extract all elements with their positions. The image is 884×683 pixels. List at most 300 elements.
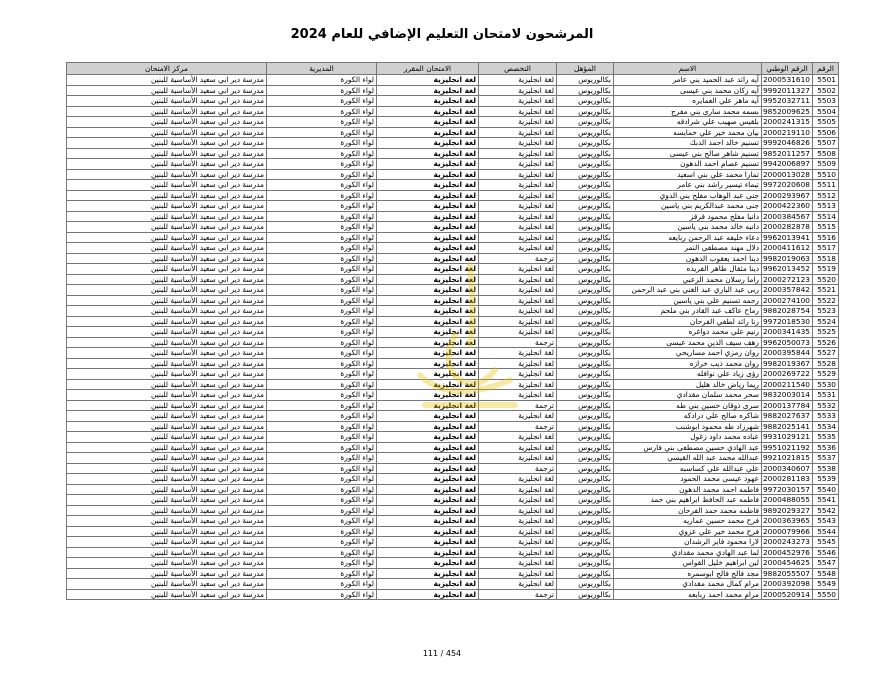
cell-specialization: لغة انجليزية <box>479 232 557 243</box>
cell-qualification: بكالوريوس <box>557 211 614 222</box>
cell-national-id: 2000392098 <box>762 579 813 590</box>
cell-name: ريما رياض خالد هليل <box>614 379 762 390</box>
cell-specialization: لغة انجليزية <box>479 411 557 422</box>
cell-specialization: لغة انجليزية <box>479 442 557 453</box>
table-row <box>67 285 839 296</box>
cell-national-id: 9882027637 <box>762 411 813 422</box>
cell-specialization: لغة انجليزية <box>479 358 557 369</box>
cell-directorate: لواء الكورة <box>267 474 377 485</box>
cell-seq: 5526 <box>813 337 839 348</box>
cell-qualification: بكالوريوس <box>557 495 614 506</box>
cell-qualification: بكالوريوس <box>557 285 614 296</box>
cell-directorate: لواء الكورة <box>267 411 377 422</box>
header-qualification: المؤهل <box>557 63 614 75</box>
cell-specialization: لغة انجليزية <box>479 190 557 201</box>
cell-directorate: لواء الكورة <box>267 495 377 506</box>
table-row <box>67 127 839 138</box>
cell-national-id: 9882028754 <box>762 306 813 317</box>
cell-specialization: لغة انجليزية <box>479 295 557 306</box>
cell-national-id: 2000013028 <box>762 169 813 180</box>
cell-exam: لغة انجليزية <box>377 274 479 285</box>
cell-seq: 5512 <box>813 190 839 201</box>
cell-national-id: 9892029327 <box>762 505 813 516</box>
cell-exam-center: مدرسة دير ابي سعيد الأساسية للبنين <box>67 463 267 474</box>
cell-name: تمارا محمد علي بني اسعيد <box>614 169 762 180</box>
cell-exam: لغة انجليزية <box>377 169 479 180</box>
cell-exam: لغة انجليزية <box>377 453 479 464</box>
cell-name: تسنيم عصام احمد الدهون <box>614 159 762 170</box>
cell-specialization: لغة انجليزية <box>479 274 557 285</box>
cell-exam: لغة انجليزية <box>377 295 479 306</box>
cell-qualification: بكالوريوس <box>557 579 614 590</box>
cell-qualification: بكالوريوس <box>557 589 614 600</box>
cell-national-id: 2000357842 <box>762 285 813 296</box>
cell-qualification: بكالوريوس <box>557 516 614 527</box>
cell-qualification: بكالوريوس <box>557 547 614 558</box>
cell-national-id: 9962050073 <box>762 337 813 348</box>
cell-seq: 5502 <box>813 85 839 96</box>
cell-exam: لغة انجليزية <box>377 516 479 527</box>
cell-exam-center: مدرسة دير ابي سعيد الأساسية للبنين <box>67 106 267 117</box>
cell-name: لما عبد الهادي محمد مقدادي <box>614 547 762 558</box>
cell-qualification: بكالوريوس <box>557 484 614 495</box>
cell-qualification: بكالوريوس <box>557 190 614 201</box>
cell-directorate: لواء الكورة <box>267 432 377 443</box>
cell-directorate: لواء الكورة <box>267 232 377 243</box>
cell-specialization: لغة انجليزية <box>479 484 557 495</box>
cell-exam: لغة انجليزية <box>377 96 479 107</box>
cell-seq: 5536 <box>813 442 839 453</box>
cell-directorate: لواء الكورة <box>267 190 377 201</box>
cell-exam-center: مدرسة دير ابي سعيد الأساسية للبنين <box>67 421 267 432</box>
cell-qualification: بكالوريوس <box>557 442 614 453</box>
cell-name: بلقيس صهيب علي شرادقه <box>614 117 762 128</box>
cell-seq: 5535 <box>813 432 839 443</box>
cell-qualification: بكالوريوس <box>557 379 614 390</box>
cell-exam-center: مدرسة دير ابي سعيد الأساسية للبنين <box>67 526 267 537</box>
cell-national-id: 2000454625 <box>762 558 813 569</box>
cell-exam: لغة انجليزية <box>377 201 479 212</box>
cell-seq: 5519 <box>813 264 839 275</box>
table-row <box>67 358 839 369</box>
table-row <box>67 474 839 485</box>
cell-seq: 5511 <box>813 180 839 191</box>
cell-seq: 5527 <box>813 348 839 359</box>
cell-exam: لغة انجليزية <box>377 442 479 453</box>
cell-exam-center: مدرسة دير ابي سعيد الأساسية للبنين <box>67 96 267 107</box>
cell-national-id: 2000363965 <box>762 516 813 527</box>
cell-national-id: 2000340607 <box>762 463 813 474</box>
cell-exam: لغة انجليزية <box>377 316 479 327</box>
cell-exam: لغة انجليزية <box>377 243 479 254</box>
cell-name: دلال مهند مصطفى النمر <box>614 243 762 254</box>
cell-exam-center: مدرسة دير ابي سعيد الأساسية للبنين <box>67 379 267 390</box>
cell-seq: 5545 <box>813 537 839 548</box>
cell-name: رحمه تسنيم علي بني ياسين <box>614 295 762 306</box>
cell-seq: 5531 <box>813 390 839 401</box>
table-row <box>67 463 839 474</box>
cell-national-id: 9852011257 <box>762 148 813 159</box>
cell-exam: لغة انجليزية <box>377 358 479 369</box>
cell-exam-center: مدرسة دير ابي سعيد الأساسية للبنين <box>67 390 267 401</box>
cell-name: دانيا مفلح محمود قرقز <box>614 211 762 222</box>
cell-exam-center: مدرسة دير ابي سعيد الأساسية للبنين <box>67 232 267 243</box>
cell-qualification: بكالوريوس <box>557 337 614 348</box>
cell-specialization: لغة انجليزية <box>479 211 557 222</box>
cell-seq: 5532 <box>813 400 839 411</box>
cell-national-id: 9952032711 <box>762 96 813 107</box>
cell-name: مرام كمال محمد مقدادي <box>614 579 762 590</box>
table-row <box>67 274 839 285</box>
cell-specialization: لغة انجليزية <box>479 264 557 275</box>
table-row <box>67 505 839 516</box>
cell-exam-center: مدرسة دير ابي سعيد الأساسية للبنين <box>67 558 267 569</box>
cell-qualification: بكالوريوس <box>557 232 614 243</box>
cell-name: آيه رائد عبد الحميد بني عامر <box>614 75 762 86</box>
cell-exam: لغة انجليزية <box>377 474 479 485</box>
cell-seq: 5543 <box>813 516 839 527</box>
cell-qualification: بكالوريوس <box>557 327 614 338</box>
cell-name: رماح عاكف عبد القادر بني ملحم <box>614 306 762 317</box>
table-row <box>67 306 839 317</box>
cell-specialization: لغة انجليزية <box>479 106 557 117</box>
cell-name: دانيه خالد محمد بني ياسين <box>614 222 762 233</box>
cell-seq: 5524 <box>813 316 839 327</box>
table-row <box>67 432 839 443</box>
cell-seq: 5514 <box>813 211 839 222</box>
cell-exam-center: مدرسة دير ابي سعيد الأساسية للبنين <box>67 211 267 222</box>
cell-directorate: لواء الكورة <box>267 547 377 558</box>
table-row <box>67 96 839 107</box>
header-exam-center: مركز الامتحان <box>67 63 267 75</box>
cell-directorate: لواء الكورة <box>267 127 377 138</box>
cell-qualification: بكالوريوس <box>557 127 614 138</box>
cell-exam-center: مدرسة دير ابي سعيد الأساسية للبنين <box>67 474 267 485</box>
cell-national-id: 2000452976 <box>762 547 813 558</box>
cell-exam-center: مدرسة دير ابي سعيد الأساسية للبنين <box>67 274 267 285</box>
cell-exam-center: مدرسة دير ابي سعيد الأساسية للبنين <box>67 579 267 590</box>
cell-directorate: لواء الكورة <box>267 579 377 590</box>
cell-seq: 5509 <box>813 159 839 170</box>
table-row <box>67 516 839 527</box>
cell-name: فاطمه عبد الحافظ ابراهيم بني حمد <box>614 495 762 506</box>
cell-exam: لغة انجليزية <box>377 117 479 128</box>
cell-directorate: لواء الكورة <box>267 180 377 191</box>
cell-specialization: لغة انجليزية <box>479 568 557 579</box>
cell-exam-center: مدرسة دير ابي سعيد الأساسية للبنين <box>67 148 267 159</box>
table-row <box>67 411 839 422</box>
cell-qualification: بكالوريوس <box>557 432 614 443</box>
cell-seq: 5540 <box>813 484 839 495</box>
cell-directorate: لواء الكورة <box>267 400 377 411</box>
table-row <box>67 484 839 495</box>
table-row <box>67 348 839 359</box>
table-row <box>67 75 839 86</box>
cell-name: مجد فالح فالح ابوسمره <box>614 568 762 579</box>
cell-exam: لغة انجليزية <box>377 400 479 411</box>
cell-seq: 5550 <box>813 589 839 600</box>
cell-specialization: لغة انجليزية <box>479 180 557 191</box>
cell-specialization: لغة انجليزية <box>479 390 557 401</box>
cell-directorate: لواء الكورة <box>267 589 377 600</box>
cell-directorate: لواء الكورة <box>267 463 377 474</box>
cell-specialization: لغة انجليزية <box>479 348 557 359</box>
cell-name: تسنيم خالد احمد الدبك <box>614 138 762 149</box>
cell-directorate: لواء الكورة <box>267 526 377 537</box>
cell-national-id: 2000395844 <box>762 348 813 359</box>
cell-exam: لغة انجليزية <box>377 327 479 338</box>
cell-exam: لغة انجليزية <box>377 537 479 548</box>
cell-national-id: 9882055507 <box>762 568 813 579</box>
cell-exam: لغة انجليزية <box>377 589 479 600</box>
cell-exam-center: مدرسة دير ابي سعيد الأساسية للبنين <box>67 222 267 233</box>
cell-exam-center: مدرسة دير ابي سعيد الأساسية للبنين <box>67 85 267 96</box>
cell-name: تسنيم شاهر صالح بني عيسى <box>614 148 762 159</box>
cell-exam: لغة انجليزية <box>377 505 479 516</box>
cell-specialization: ترجمة <box>479 337 557 348</box>
cell-specialization: لغة انجليزية <box>479 85 557 96</box>
cell-specialization: لغة انجليزية <box>479 159 557 170</box>
cell-qualification: بكالوريوس <box>557 106 614 117</box>
table-row <box>67 222 839 233</box>
cell-exam-center: مدرسة دير ابي سعيد الأساسية للبنين <box>67 432 267 443</box>
table-row <box>67 453 839 464</box>
cell-national-id: 2000281183 <box>762 474 813 485</box>
cell-qualification: بكالوريوس <box>557 400 614 411</box>
table-row <box>67 180 839 191</box>
cell-specialization: ترجمة <box>479 421 557 432</box>
cell-seq: 5541 <box>813 495 839 506</box>
cell-exam-center: مدرسة دير ابي سعيد الأساسية للبنين <box>67 442 267 453</box>
cell-qualification: بكالوريوس <box>557 138 614 149</box>
cell-exam: لغة انجليزية <box>377 127 479 138</box>
cell-national-id: 2000341435 <box>762 327 813 338</box>
cell-name: مرام محمد احمد ربايعه <box>614 589 762 600</box>
cell-qualification: بكالوريوس <box>557 295 614 306</box>
header-directorate: المديرية <box>267 63 377 75</box>
cell-directorate: لواء الكورة <box>267 453 377 464</box>
header-national-id: الرقم الوطني <box>762 63 813 75</box>
cell-directorate: لواء الكورة <box>267 285 377 296</box>
cell-name: ربى عبد الباري عبد الغني بني عبد الرحمن <box>614 285 762 296</box>
cell-directorate: لواء الكورة <box>267 295 377 306</box>
cell-directorate: لواء الكورة <box>267 337 377 348</box>
cell-qualification: بكالوريوس <box>557 463 614 474</box>
table-row <box>67 117 839 128</box>
cell-name: عباده محمد داود زغول <box>614 432 762 443</box>
cell-exam-center: مدرسة دير ابي سعيد الأساسية للبنين <box>67 159 267 170</box>
cell-exam: لغة انجليزية <box>377 159 479 170</box>
cell-exam-center: مدرسة دير ابي سعيد الأساسية للبنين <box>67 484 267 495</box>
cell-specialization: لغة انجليزية <box>479 495 557 506</box>
cell-directorate: لواء الكورة <box>267 274 377 285</box>
cell-name: علي عبدالله علي كساسبه <box>614 463 762 474</box>
cell-directorate: لواء الكورة <box>267 390 377 401</box>
cell-exam-center: مدرسة دير ابي سعيد الأساسية للبنين <box>67 505 267 516</box>
cell-qualification: بكالوريوس <box>557 537 614 548</box>
table-row <box>67 190 839 201</box>
cell-national-id: 9992011327 <box>762 85 813 96</box>
cell-exam: لغة انجليزية <box>377 337 479 348</box>
table-row <box>67 169 839 180</box>
cell-seq: 5528 <box>813 358 839 369</box>
cell-seq: 5542 <box>813 505 839 516</box>
table-row <box>67 379 839 390</box>
cell-exam: لغة انجليزية <box>377 558 479 569</box>
cell-directorate: لواء الكورة <box>267 516 377 527</box>
cell-directorate: لواء الكورة <box>267 138 377 149</box>
table-row <box>67 243 839 254</box>
cell-specialization: لغة انجليزية <box>479 243 557 254</box>
cell-national-id: 2000219110 <box>762 127 813 138</box>
cell-directorate: لواء الكورة <box>267 379 377 390</box>
table-row <box>67 579 839 590</box>
cell-exam: لغة انجليزية <box>377 579 479 590</box>
header-seq: الرقم <box>813 63 839 75</box>
table-row <box>67 495 839 506</box>
cell-exam: لغة انجليزية <box>377 138 479 149</box>
table-row <box>67 106 839 117</box>
cell-name: بسمه محمد سارى بني مفرج <box>614 106 762 117</box>
cell-directorate: لواء الكورة <box>267 96 377 107</box>
table-row <box>67 400 839 411</box>
cell-seq: 5510 <box>813 169 839 180</box>
header-specialization: التخصص <box>479 63 557 75</box>
cell-qualification: بكالوريوس <box>557 159 614 170</box>
cell-seq: 5503 <box>813 96 839 107</box>
cell-name: رؤى زياد علي نوافله <box>614 369 762 380</box>
header-name: الاسم <box>614 63 762 75</box>
cell-name: رنيم علي محمد دواغره <box>614 327 762 338</box>
cell-exam: لغة انجليزية <box>377 85 479 96</box>
cell-exam: لغة انجليزية <box>377 232 479 243</box>
cell-exam-center: مدرسة دير ابي سعيد الأساسية للبنين <box>67 138 267 149</box>
cell-seq: 5518 <box>813 253 839 264</box>
cell-exam-center: مدرسة دير ابي سعيد الأساسية للبنين <box>67 358 267 369</box>
cell-exam-center: مدرسة دير ابي سعيد الأساسية للبنين <box>67 117 267 128</box>
table-row <box>67 537 839 548</box>
cell-national-id: 9972030157 <box>762 484 813 495</box>
cell-name: آيه زكان محمد بني عيسى <box>614 85 762 96</box>
cell-exam: لغة انجليزية <box>377 421 479 432</box>
cell-exam: لغة انجليزية <box>377 369 479 380</box>
table-row <box>67 211 839 222</box>
cell-exam: لغة انجليزية <box>377 253 479 264</box>
cell-directorate: لواء الكورة <box>267 327 377 338</box>
cell-exam-center: مدرسة دير ابي سعيد الأساسية للبنين <box>67 127 267 138</box>
table-row <box>67 253 839 264</box>
cell-seq: 5533 <box>813 411 839 422</box>
cell-national-id: 9951021192 <box>762 442 813 453</box>
cell-specialization: ترجمة <box>479 400 557 411</box>
cell-directorate: لواء الكورة <box>267 316 377 327</box>
cell-exam: لغة انجليزية <box>377 379 479 390</box>
table-row <box>67 327 839 338</box>
cell-national-id: 9982019367 <box>762 358 813 369</box>
cell-exam: لغة انجليزية <box>377 568 479 579</box>
cell-exam: لغة انجليزية <box>377 264 479 275</box>
cell-seq: 5546 <box>813 547 839 558</box>
cell-exam-center: مدرسة دير ابي سعيد الأساسية للبنين <box>67 411 267 422</box>
cell-qualification: بكالوريوس <box>557 568 614 579</box>
cell-specialization: لغة انجليزية <box>479 537 557 548</box>
cell-directorate: لواء الكورة <box>267 169 377 180</box>
cell-directorate: لواء الكورة <box>267 306 377 317</box>
cell-qualification: بكالوريوس <box>557 316 614 327</box>
cell-qualification: بكالوريوس <box>557 526 614 537</box>
cell-seq: 5508 <box>813 148 839 159</box>
candidates-table <box>66 62 839 600</box>
cell-seq: 5549 <box>813 579 839 590</box>
cell-qualification: بكالوريوس <box>557 264 614 275</box>
cell-exam-center: مدرسة دير ابي سعيد الأساسية للبنين <box>67 180 267 191</box>
cell-seq: 5506 <box>813 127 839 138</box>
cell-name: رنا رائد لطفي الفرحان <box>614 316 762 327</box>
cell-exam: لغة انجليزية <box>377 222 479 233</box>
cell-name: تيماء تيسير راشد بني عامر <box>614 180 762 191</box>
cell-seq: 5501 <box>813 75 839 86</box>
cell-directorate: لواء الكورة <box>267 85 377 96</box>
cell-name: عهود عيسى محمد الحمود <box>614 474 762 485</box>
cell-name: فرح محمد خير علي عزوي <box>614 526 762 537</box>
table-row <box>67 138 839 149</box>
cell-name: شهرزاد طه محمود ابوشنب <box>614 421 762 432</box>
cell-national-id: 2000488055 <box>762 495 813 506</box>
table-row <box>67 264 839 275</box>
cell-seq: 5521 <box>813 285 839 296</box>
table-row <box>67 337 839 348</box>
table-row <box>67 201 839 212</box>
cell-name: سحر محمد سلمان مقدادي <box>614 390 762 401</box>
cell-specialization: لغة انجليزية <box>479 432 557 443</box>
cell-name: جنى محمد عبدالكريم بني ياسين <box>614 201 762 212</box>
cell-national-id: 2000243273 <box>762 537 813 548</box>
cell-directorate: لواء الكورة <box>267 222 377 233</box>
cell-exam: لغة انجليزية <box>377 148 479 159</box>
cell-name: روان محمد ذيب خرازه <box>614 358 762 369</box>
cell-exam-center: مدرسة دير ابي سعيد الأساسية للبنين <box>67 337 267 348</box>
cell-specialization: لغة انجليزية <box>479 516 557 527</box>
cell-exam: لغة انجليزية <box>377 180 479 191</box>
cell-national-id: 9962013941 <box>762 232 813 243</box>
cell-qualification: بكالوريوس <box>557 75 614 86</box>
cell-name: فاطمه احمد محمد الدهون <box>614 484 762 495</box>
cell-exam: لغة انجليزية <box>377 484 479 495</box>
cell-national-id: 2000241315 <box>762 117 813 128</box>
cell-name: عبد الهادي حسين مصطفى بني فارس <box>614 442 762 453</box>
cell-exam: لغة انجليزية <box>377 432 479 443</box>
cell-seq: 5505 <box>813 117 839 128</box>
cell-specialization: لغة انجليزية <box>479 526 557 537</box>
cell-qualification: بكالوريوس <box>557 505 614 516</box>
cell-specialization: لغة انجليزية <box>479 117 557 128</box>
cell-qualification: بكالوريوس <box>557 222 614 233</box>
cell-specialization: لغة انجليزية <box>479 453 557 464</box>
cell-directorate: لواء الكورة <box>267 421 377 432</box>
cell-name: عبدالله محمد عبد الله القيسي <box>614 453 762 464</box>
cell-national-id: 2000422360 <box>762 201 813 212</box>
cell-national-id: 2000293967 <box>762 190 813 201</box>
cell-seq: 5513 <box>813 201 839 212</box>
cell-exam: لغة انجليزية <box>377 463 479 474</box>
cell-national-id: 9972020608 <box>762 180 813 191</box>
cell-seq: 5544 <box>813 526 839 537</box>
cell-name: شاكره صالح علي درادكه <box>614 411 762 422</box>
cell-specialization: لغة انجليزية <box>479 379 557 390</box>
cell-seq: 5534 <box>813 421 839 432</box>
cell-directorate: لواء الكورة <box>267 201 377 212</box>
table-row <box>67 232 839 243</box>
